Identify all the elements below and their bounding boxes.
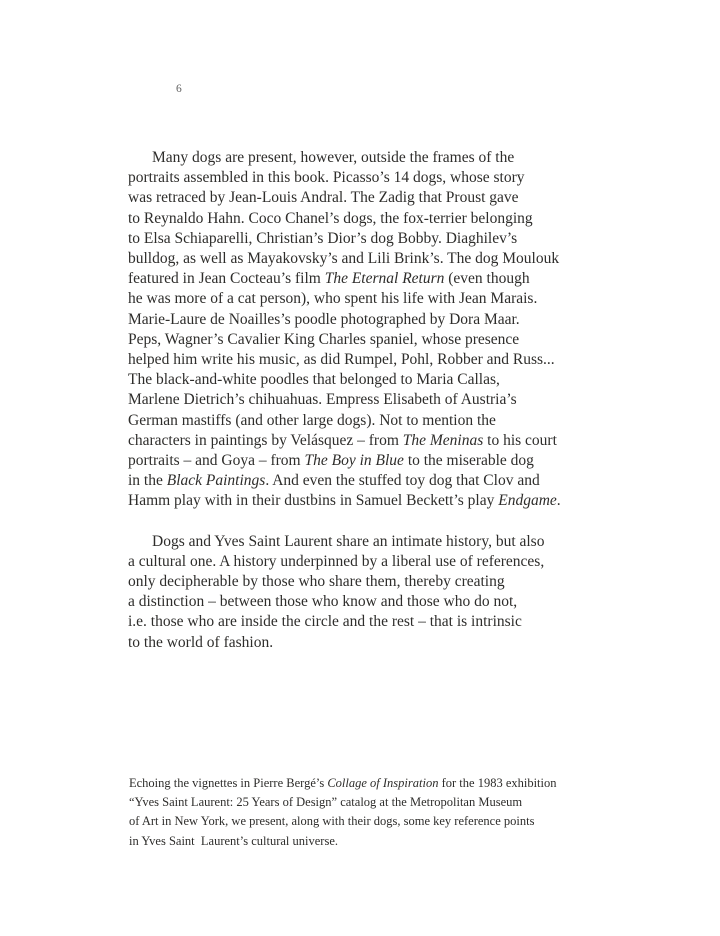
- text-line: German mastiffs (and other large dogs). Not to mention the: [128, 411, 496, 429]
- text-line: The black-and-white poodles that belonged to Maria Callas,: [128, 371, 500, 389]
- text-line: characters in paintings by Velásquez – from The Meninas to his court: [128, 431, 557, 449]
- text-line: a cultural one. A history underpinned by a liberal use of references,: [128, 552, 545, 570]
- paragraph-2: [128, 532, 588, 653]
- text-line: Many dogs are present, however, outside the frames of the: [152, 149, 515, 166]
- text-line: was retraced by Jean-Louis Andral. The Zadig that Proust gave: [128, 189, 519, 207]
- text-line: helped him write his music, as did Rumpel, Pohl, Robber and Russ...: [128, 351, 555, 369]
- text-line: “Yves Saint Laurent: 25 Years of Design” catalog at the Metropolitan Museum: [129, 795, 523, 810]
- paragraph-1: [128, 148, 588, 512]
- text-line: Marie-Laure de Noailles’s poodle photographed by Dora Maar.: [128, 310, 520, 328]
- text-line: featured in Jean Cocteau’s film The Eternal Return (even though: [128, 270, 530, 288]
- text-line: only decipherable by those who share them, thereby creating: [128, 573, 505, 591]
- text-line: Hamm play with in their dustbins in Samuel Beckett’s play Endgame.: [128, 492, 561, 510]
- body-text: [128, 148, 588, 653]
- text-line: he was more of a cat person), who spent his life with Jean Marais.: [128, 290, 538, 308]
- text-line: in the Black Paintings. And even the stuffed toy dog that Clov and: [128, 472, 540, 490]
- text-line: Dogs and Yves Saint Laurent share an intimate history, but also: [152, 532, 545, 550]
- text-line: a distinction – between those who know and those who do not,: [128, 593, 518, 611]
- text-line: Peps, Wagner’s Cavalier King Charles spaniel, whose presence: [128, 330, 520, 348]
- text-line: bulldog, as well as Mayakovsky’s and Lili Brink’s. The dog Moulouk: [128, 250, 560, 268]
- text-line: portraits assembled in this book. Picasso’s 14 dogs, whose story: [128, 169, 525, 187]
- text-line: in Yves Saint Laurent’s cultural universe.: [129, 833, 338, 848]
- text-line: portraits – and Goya – from The Boy in Blue to the miserable dog: [128, 452, 534, 470]
- text-line: i.e. those who are inside the circle and the rest – that is intrinsic: [128, 613, 522, 631]
- footnote: [129, 774, 599, 851]
- text-line: Echoing the vignettes in Pierre Bergé’s Collage of Inspiration for the 1983 exhibition: [129, 776, 557, 790]
- page-number: 6: [176, 83, 183, 95]
- text-line: to Reynaldo Hahn. Coco Chanel’s dogs, the fox-terrier belonging: [128, 209, 533, 227]
- text-line: to the world of fashion.: [128, 633, 274, 651]
- text-line: of Art in New York, we present, along with their dogs, some key reference points: [129, 814, 535, 829]
- text-line: to Elsa Schiaparelli, Christian’s Dior’s dog Bobby. Diaghilev’s: [128, 229, 518, 247]
- text-line: Marlene Dietrich’s chihuahuas. Empress Elisabeth of Austria’s: [128, 391, 517, 409]
